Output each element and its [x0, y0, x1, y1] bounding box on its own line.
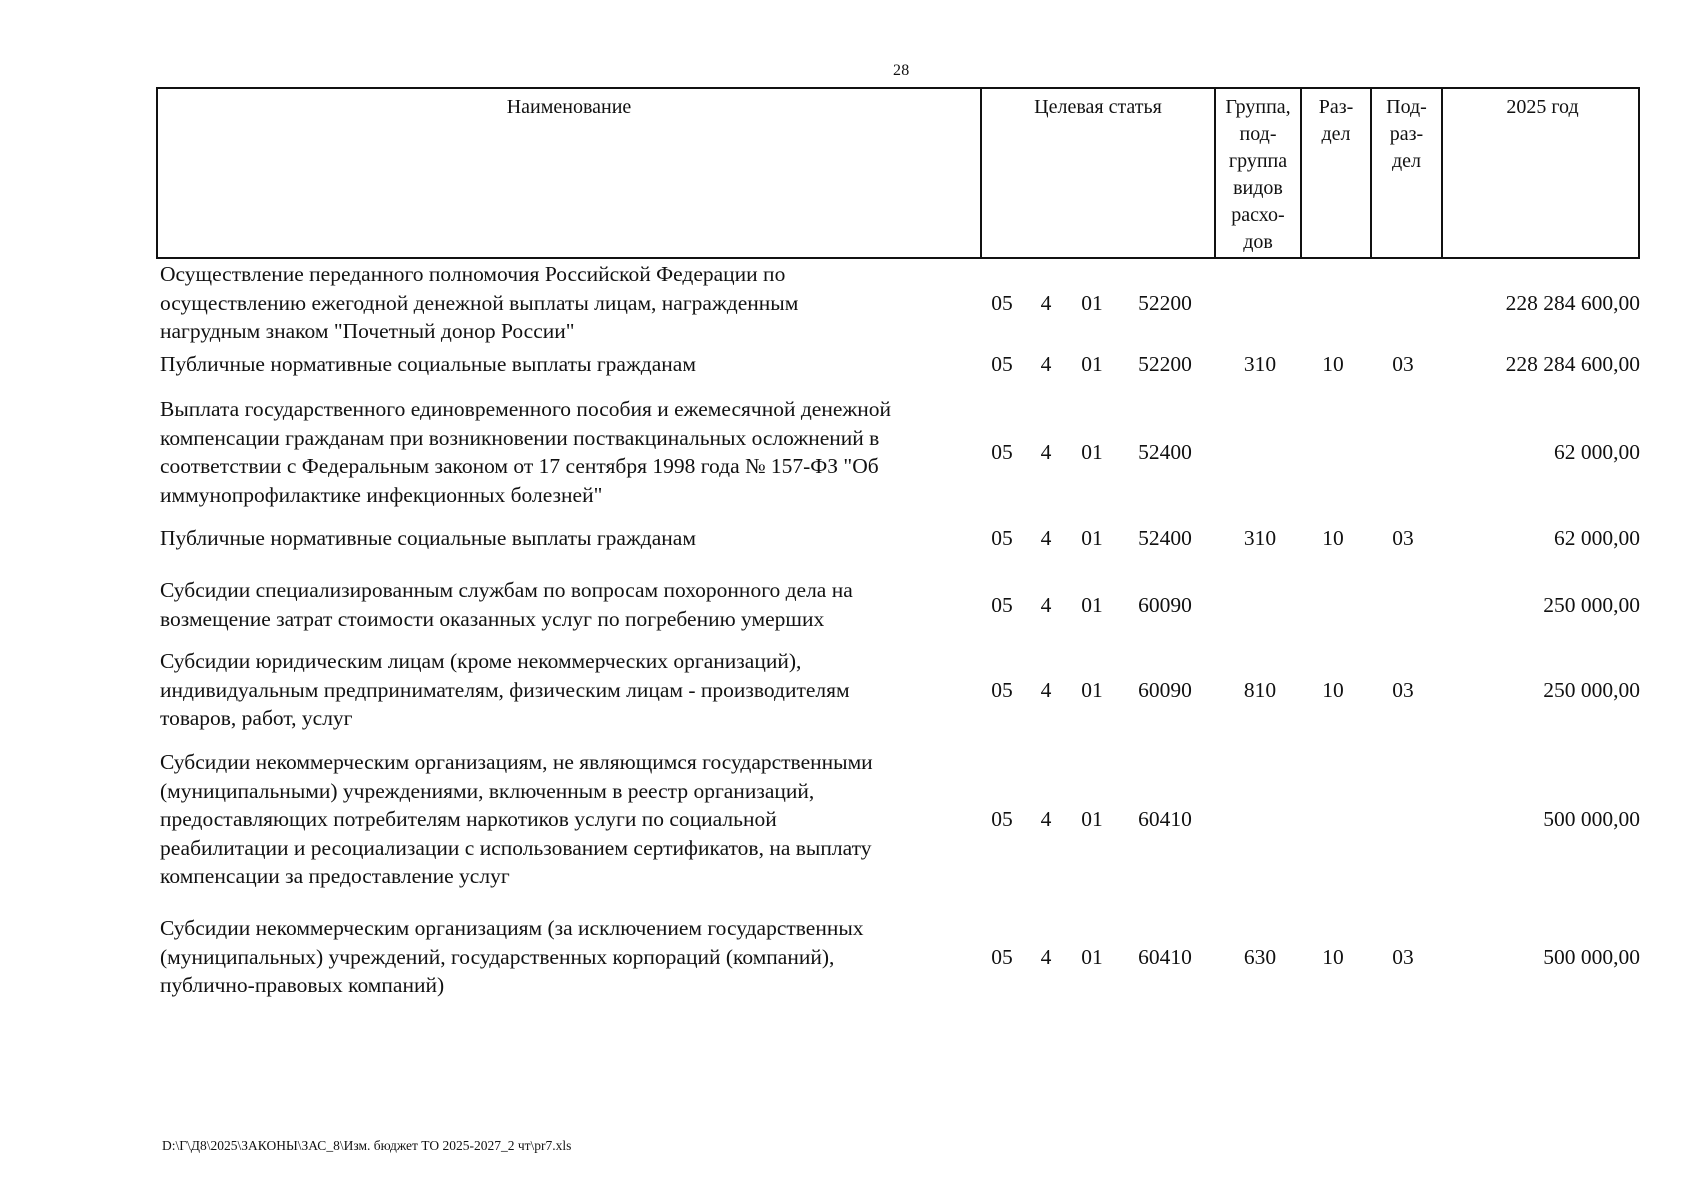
table-row — [160, 748, 1640, 891]
row-name — [160, 524, 980, 553]
header-group-line: группа — [1228, 150, 1288, 172]
row-name — [160, 395, 980, 509]
expense-group-code: 310 — [1243, 526, 1277, 551]
header-group-line: Группа, — [1225, 96, 1291, 118]
subprogram-code: 4 — [1040, 677, 1052, 702]
event-code: 01 — [1081, 592, 1103, 617]
razdel-code: 10 — [1322, 944, 1344, 969]
row-name-line: соответствии с Федеральным законом от 17 сентября 1998 года № 157-ФЗ "Об — [160, 454, 879, 478]
row-name — [160, 350, 980, 379]
header-razdel-line: Раз- — [1318, 96, 1354, 118]
program-code: 05 — [991, 592, 1013, 617]
amount-2025: 500 000,00 — [1543, 807, 1640, 832]
row-name — [160, 748, 980, 891]
expense-direction-code: 52200 — [1138, 290, 1192, 315]
row-name-line: Субсидии некоммерческим организациям, не являющимся государственными — [160, 750, 873, 774]
program-code: 05 — [991, 352, 1013, 377]
row-name-line: Субсидии специализированным службам по вопросам похоронного дела на — [160, 578, 853, 602]
header-podrazdel-line: раз- — [1389, 123, 1424, 145]
expense-group-code: 310 — [1243, 352, 1277, 377]
program-code: 05 — [991, 290, 1013, 315]
event-code: 01 — [1081, 944, 1103, 969]
expense-direction-code: 52400 — [1138, 526, 1192, 551]
file-path: D:\Г\Д8\2025\ЗАКОНЫ\ЗАС_8\Изм. бюджет ТО 2025-2027_2 чт\pr7.xls — [162, 1138, 572, 1153]
podrazdel-code: 03 — [1392, 944, 1414, 969]
table-row — [160, 395, 1640, 509]
amount-2025: 500 000,00 — [1543, 944, 1640, 969]
row-name — [160, 914, 980, 1000]
razdel-code: 10 — [1322, 677, 1344, 702]
row-name-line: Осуществление переданного полномочия Российской Федерации по — [160, 262, 786, 286]
expense-direction-code: 60410 — [1138, 944, 1192, 969]
table-row — [160, 524, 1640, 553]
header-podrazdel-line: Под- — [1386, 96, 1427, 118]
header-group-line: расхо- — [1231, 204, 1285, 226]
row-name-line: Выплата государственного единовременного пособия и ежемесячной денежной — [160, 397, 891, 421]
row-name — [160, 260, 980, 346]
table-row — [160, 914, 1640, 1000]
table-row — [160, 260, 1640, 346]
row-name-line: реабилитации и ресоциализации с использованием сертификатов, на выплату — [160, 835, 872, 860]
podrazdel-code: 03 — [1392, 352, 1414, 377]
header-group — [1214, 89, 1300, 257]
expense-direction-code: 52200 — [1138, 352, 1192, 377]
podrazdel-code: 03 — [1392, 526, 1414, 551]
expense-direction-code: 60090 — [1138, 677, 1192, 702]
event-code: 01 — [1081, 440, 1103, 464]
expense-direction-code: 60090 — [1138, 592, 1192, 617]
row-name — [160, 647, 980, 733]
row-name-line: индивидуальным предпринимателям, физическим лицам - производителям — [160, 677, 850, 702]
header-razdel-line: дел — [1321, 123, 1351, 145]
row-name-line: нагрудным знаком "Почетный донор России" — [160, 319, 575, 343]
row-name-line: (муниципальных) учреждений, государственных корпораций (компаний), — [160, 944, 835, 969]
expense-direction-code: 60410 — [1138, 807, 1192, 832]
program-code: 05 — [991, 526, 1013, 551]
header-podrazdel — [1370, 89, 1441, 257]
row-name-line: компенсации гражданам при возникновении поствакцинальных осложнений в — [160, 425, 880, 450]
table-row — [160, 647, 1640, 733]
row-name-line: компенсации за предоставление услуг — [160, 864, 510, 888]
event-code: 01 — [1081, 352, 1103, 377]
subprogram-code: 4 — [1040, 807, 1052, 832]
table-row — [160, 350, 1640, 379]
program-code: 05 — [991, 807, 1013, 832]
table-row — [160, 576, 1640, 633]
header-group-line: под- — [1239, 123, 1277, 145]
podrazdel-code: 03 — [1392, 677, 1414, 702]
subprogram-code: 4 — [1040, 526, 1052, 551]
amount-2025: 62 000,00 — [1554, 440, 1640, 464]
subprogram-code: 4 — [1040, 944, 1052, 969]
row-name-line: Публичные нормативные социальные выплаты гражданам — [160, 352, 696, 376]
event-code: 01 — [1081, 807, 1103, 832]
row-name-line: возмещение затрат стоимости оказанных услуг по погребению умерших — [160, 606, 825, 631]
amount-2025: 250 000,00 — [1543, 677, 1640, 702]
row-name-line: осуществлению ежегодной денежной выплаты лицам, награжденным — [160, 290, 799, 315]
row-name-line: товаров, работ, услуг — [160, 706, 353, 730]
event-code: 01 — [1081, 677, 1103, 702]
expense-group-code: 810 — [1243, 677, 1277, 702]
row-name-line: Публичные нормативные социальные выплаты гражданам — [160, 526, 696, 550]
row-name-line: Субсидии некоммерческим организациям (за исключением государственных — [160, 916, 864, 940]
subprogram-code: 4 — [1040, 352, 1052, 377]
subprogram-code: 4 — [1040, 592, 1052, 617]
header-razdel — [1300, 89, 1370, 257]
subprogram-code: 4 — [1040, 440, 1052, 464]
expense-group-code: 630 — [1243, 944, 1277, 969]
event-code: 01 — [1081, 290, 1103, 315]
program-code: 05 — [991, 677, 1013, 702]
row-name-line: публично-правовых компаний) — [160, 973, 445, 997]
header-group-line: дов — [1243, 231, 1273, 253]
row-name-line: предоставляющих потребителям наркотиков услуги по социальной — [160, 807, 777, 831]
amount-2025: 228 284 600,00 — [1505, 352, 1640, 377]
row-name-line: иммунопрофилактике инфекционных болезней" — [160, 482, 603, 507]
amount-2025: 228 284 600,00 — [1505, 290, 1640, 315]
event-code: 01 — [1081, 526, 1103, 551]
header-podrazdel-line: дел — [1391, 150, 1422, 172]
program-code: 05 — [991, 440, 1013, 464]
amount-2025: 250 000,00 — [1543, 592, 1640, 617]
subprogram-code: 4 — [1040, 290, 1052, 315]
row-name-line: (муниципальными) учреждениями, включенным в реестр организаций, — [160, 778, 815, 803]
program-code: 05 — [991, 944, 1013, 969]
expense-direction-code: 52400 — [1138, 440, 1192, 464]
header-name: Наименование — [506, 96, 632, 118]
row-name — [160, 576, 980, 633]
page-number: 28 — [893, 62, 910, 79]
razdel-code: 10 — [1322, 352, 1344, 377]
header-year: 2025 год — [1441, 89, 1642, 257]
razdel-code: 10 — [1322, 526, 1344, 551]
table-header — [156, 87, 1640, 259]
row-name-line: Субсидии юридическим лицам (кроме некоммерческих организаций), — [160, 649, 802, 673]
header-group-line: видов — [1233, 177, 1283, 199]
header-target-article: Целевая статья — [980, 89, 1214, 257]
amount-2025: 62 000,00 — [1554, 526, 1640, 551]
